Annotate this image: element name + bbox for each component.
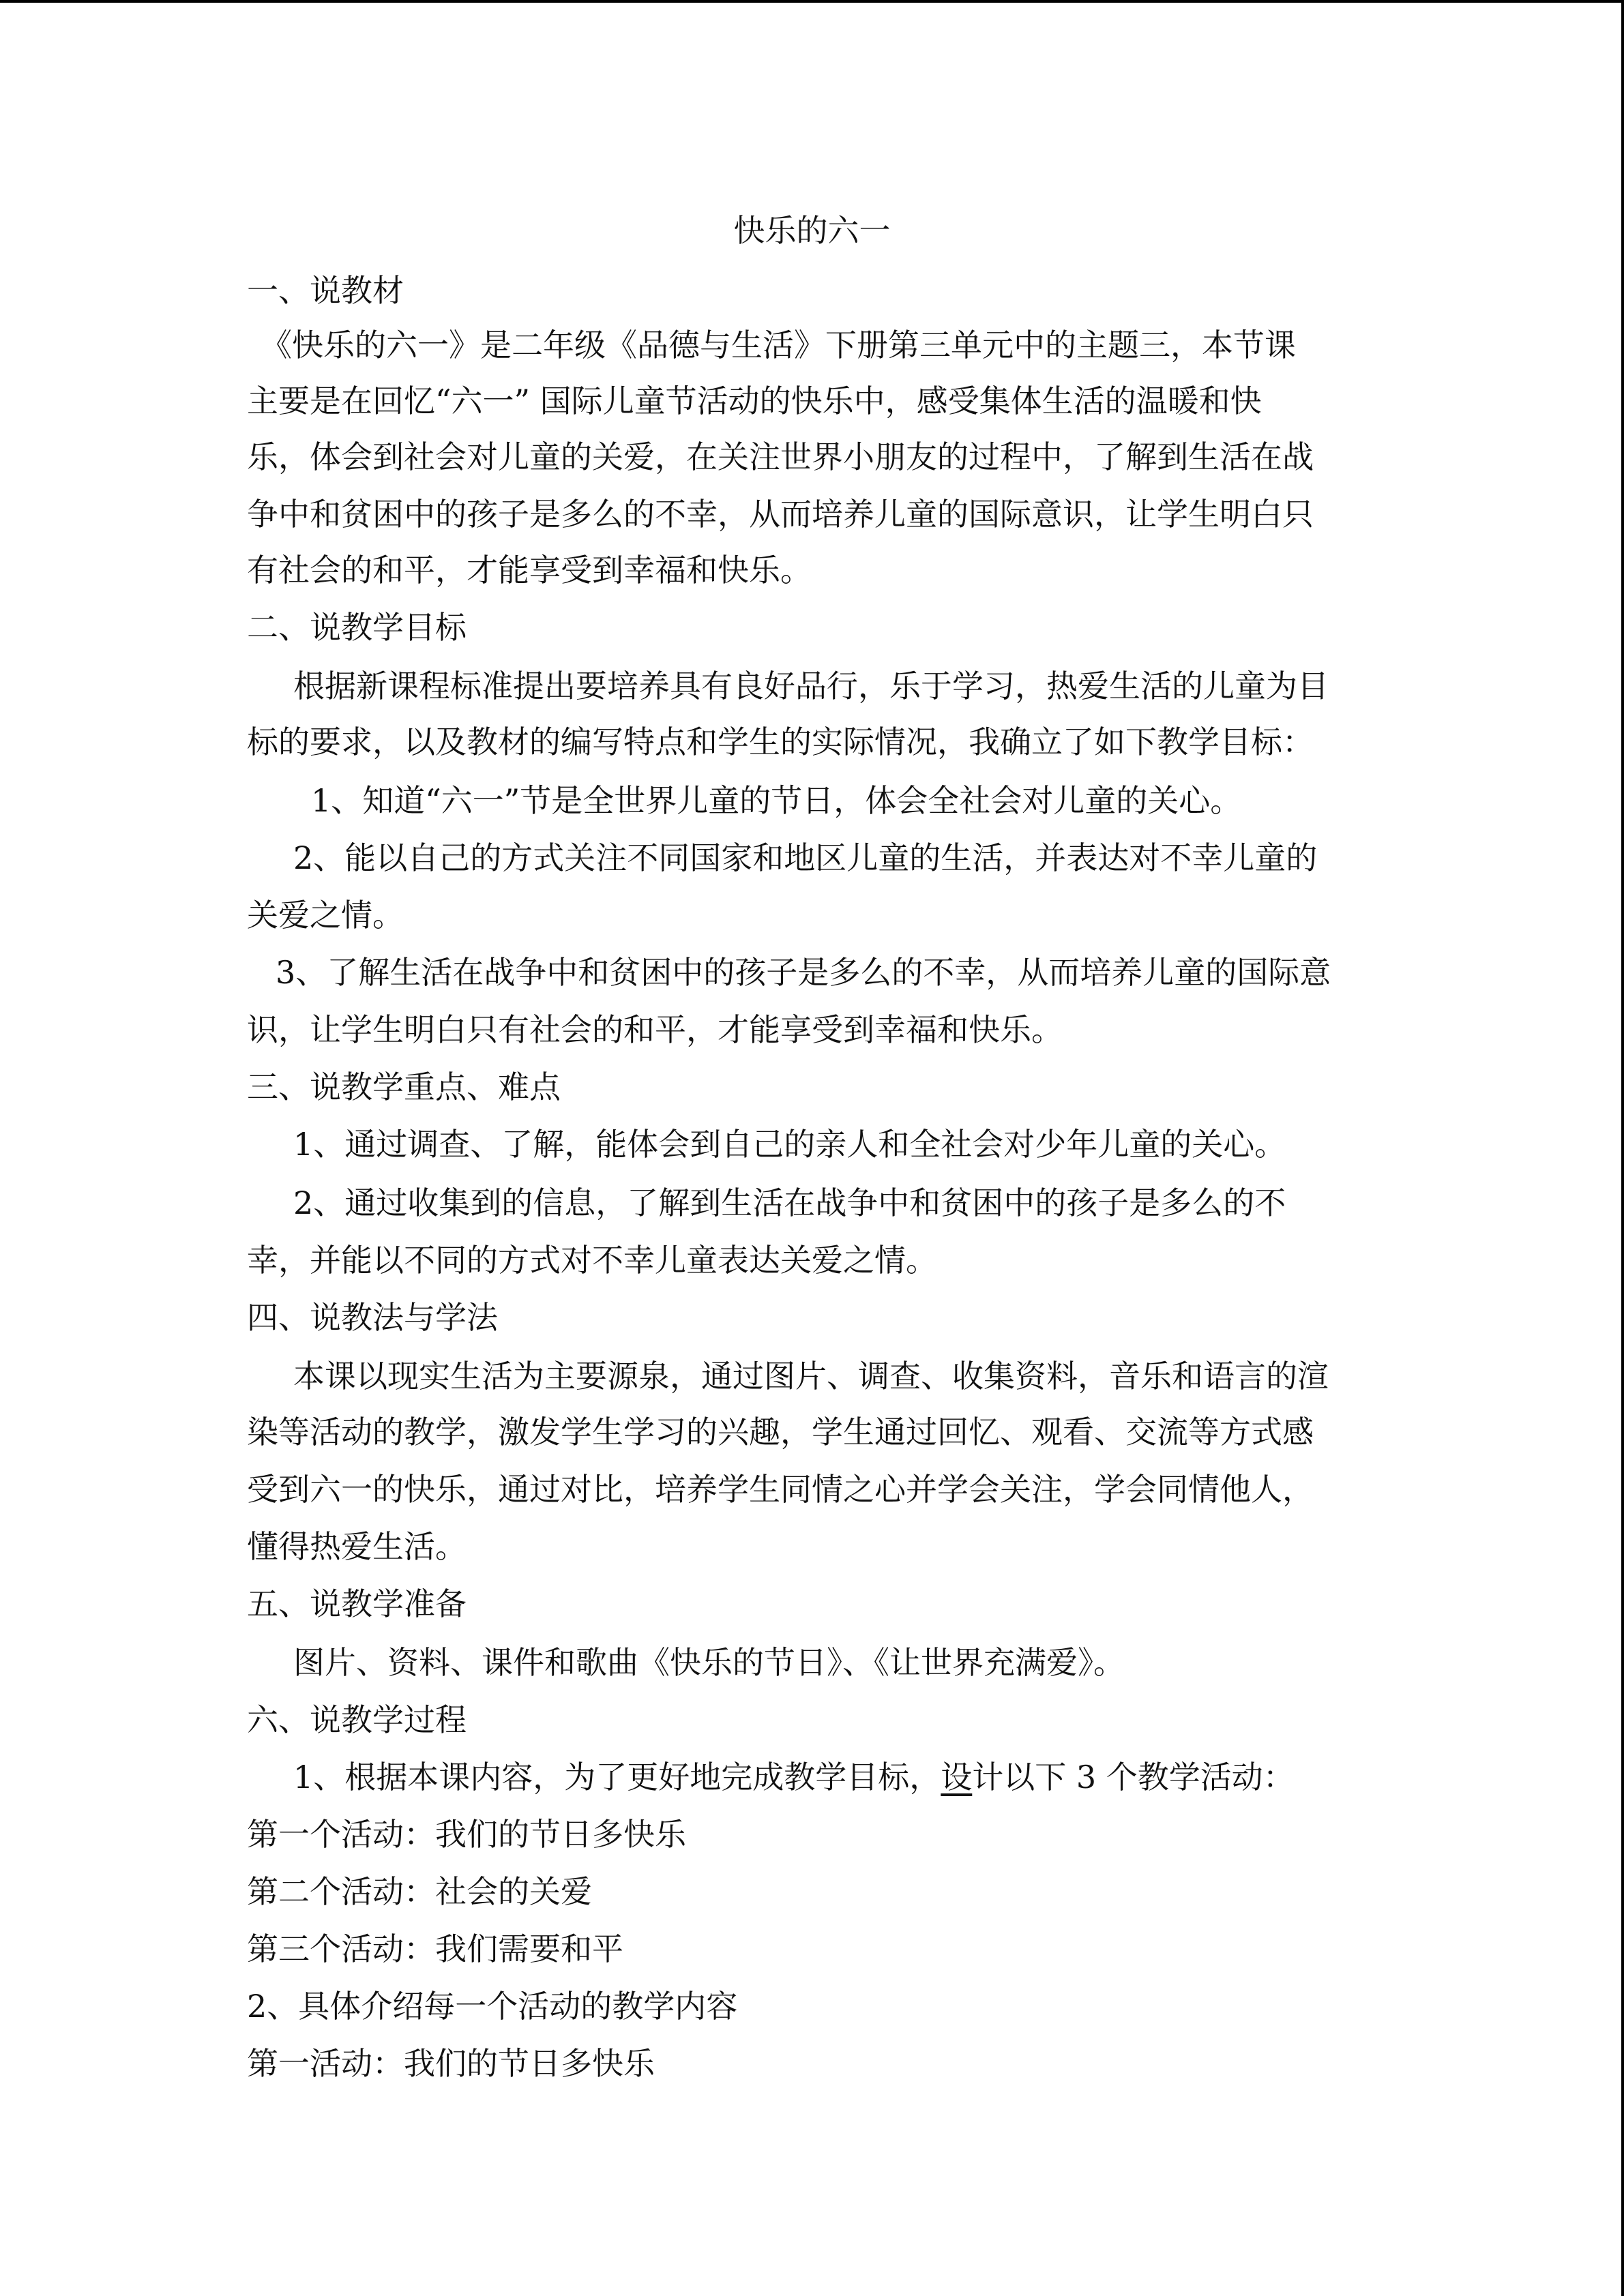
paragraph-text: 1、根据本课内容，为了更好地完成教学目标， (293, 1759, 941, 1795)
paragraph-line: 2、具体介绍每一个活动的教学内容 (247, 1988, 738, 2025)
section-heading: 五、说教学准备 (247, 1585, 467, 1622)
paragraph-text: 计以下 3 个教学活动： (972, 1759, 1295, 1795)
paragraph-line: 关爱之情。 (247, 897, 404, 934)
paragraph-line: 根据新课程标准提出要培养具有良好品行，乐于学习，热爱生活的儿童为目 (293, 668, 1329, 704)
paragraph-line: 第一活动：我们的节日多快乐 (247, 2045, 655, 2082)
paragraph-line (293, 1757, 1295, 1798)
paragraph-line: 争中和贫困中的孩子是多么的不幸，从而培养儿童的国际意识，让学生明白只 (247, 496, 1314, 533)
paragraph-line: 《快乐的六一》是二年级《品德与生活》下册第三单元中的主题三，本节课 (261, 327, 1296, 363)
paragraph-line: 幸，并能以不同的方式对不幸儿童表达关爱之情。 (247, 1242, 937, 1279)
paragraph-line: 本课以现实生活为主要源泉，通过图片、调查、收集资料，音乐和语言的渲 (293, 1358, 1329, 1395)
paragraph-line: 2、通过收集到的信息，了解到生活在战争中和贫困中的孩子是多么的不 (293, 1184, 1286, 1221)
paragraph-line: 1、知道“六一”节是全世界儿童的节日，体会全社会对儿童的关心。 (311, 782, 1242, 819)
paragraph-line: 乐，体会到社会对儿童的关爱，在关注世界小朋友的过程中，了解到生活在战 (247, 438, 1314, 475)
paragraph-line: 第一个活动：我们的节日多快乐 (247, 1816, 686, 1853)
paragraph-line: 第二个活动：社会的关爱 (247, 1873, 592, 1910)
paragraph-line: 1、通过调查、了解，能体会到自己的亲人和全社会对少年儿童的关心。 (293, 1126, 1286, 1163)
paragraph-line: 识，让学生明白只有社会的和平，才能享受到幸福和快乐。 (247, 1011, 1063, 1048)
document-title: 快乐的六一 (733, 212, 891, 249)
paragraph-line: 图片、资料、课件和歌曲《快乐的节日》、《让世界充满爱》。 (293, 1644, 1125, 1681)
paragraph-line: 主要是在回忆“六一” 国际儿童节活动的快乐中，感受集体生活的温暖和快 (247, 383, 1262, 419)
paragraph-line: 受到六一的快乐，通过对比，培养学生同情之心并学会关注，学会同情他人， (247, 1471, 1314, 1508)
paragraph-line: 染等活动的教学，激发学生学习的兴趣，学生通过回忆、观看、交流等方式感 (247, 1414, 1314, 1450)
section-heading: 四、说教法与学法 (247, 1299, 498, 1336)
paragraph-line: 懂得热爱生活。 (247, 1528, 467, 1565)
paragraph-line: 有社会的和平，才能享受到幸福和快乐。 (247, 552, 812, 588)
section-heading: 六、说教学过程 (247, 1701, 467, 1738)
underlined-text: 设 (941, 1759, 973, 1795)
paragraph-line: 3、了解生活在战争中和贫困中的孩子是多么的不幸，从而培养儿童的国际意 (276, 954, 1331, 991)
paragraph-line: 2、能以自己的方式关注不同国家和地区儿童的生活，并表达对不幸儿童的 (293, 839, 1318, 876)
paragraph-line: 第三个活动：我们需要和平 (247, 1930, 623, 1967)
section-heading: 二、说教学目标 (247, 609, 467, 646)
paragraph-line: 标的要求，以及教材的编写特点和学生的实际情况，我确立了如下教学目标： (247, 724, 1314, 760)
section-heading: 一、说教材 (247, 272, 404, 309)
section-heading: 三、说教学重点、难点 (247, 1069, 561, 1105)
